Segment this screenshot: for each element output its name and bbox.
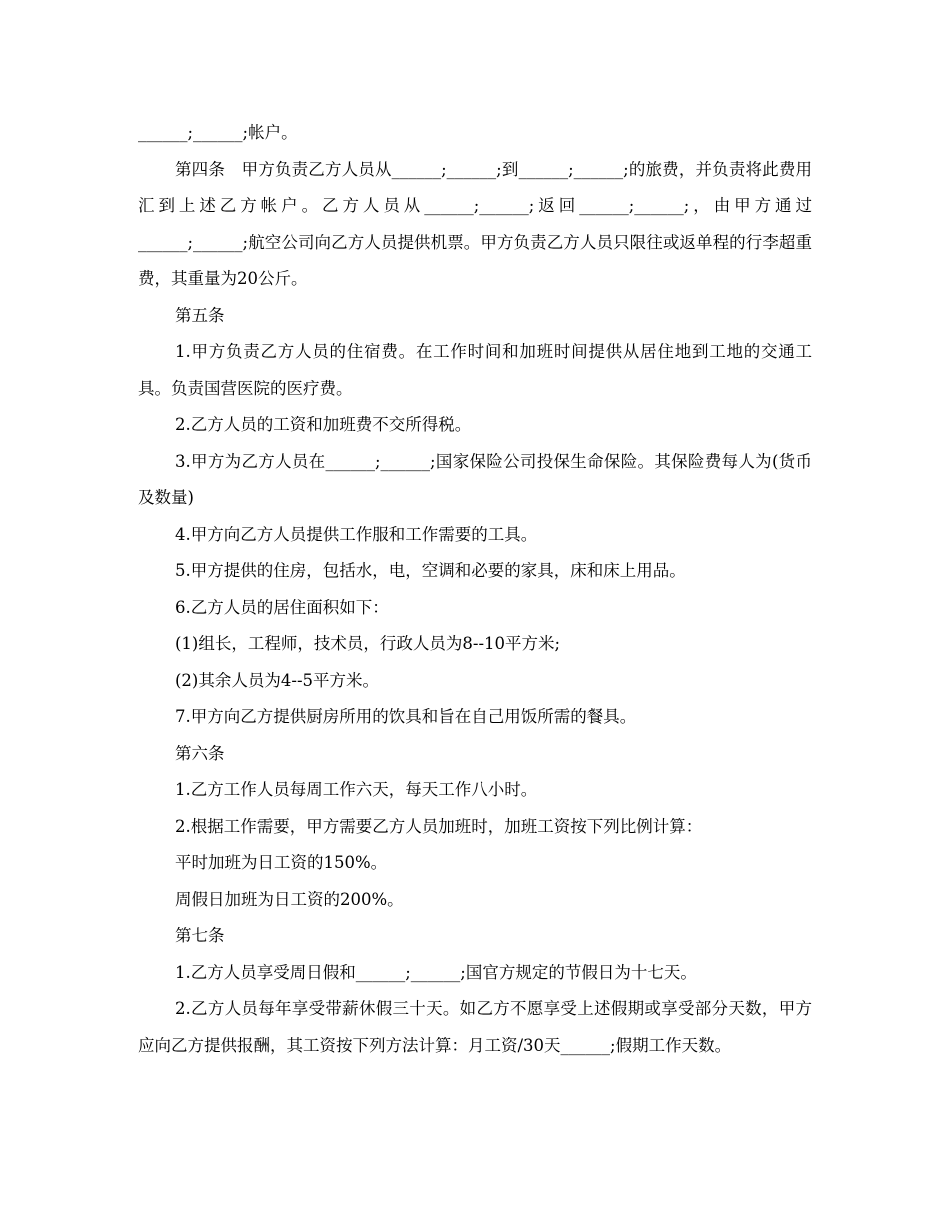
- paragraph-6-2-b: 周假日加班为日工资的200%。: [175, 889, 404, 909]
- paragraph-5-7: 7.甲方向乙方提供厨房所用的饮具和旨在自己用饭所需的餐具。: [175, 707, 637, 726]
- paragraph-article-4: 第四条 甲方负责乙方人员从______;______;到______;______;的旅费，并负责将此费用汇到上述乙方帐户。乙方人员从______;______;返回______;______;，由甲方通过______;______;航空公司向乙方人员提供机票。甲方负责乙方人员只限往或返单程的行李超重费，其重量为20公斤。: [138, 159, 812, 288]
- paragraph-6-1: 1.乙方工作人员每周工作六天，每天工作八小时。: [175, 780, 538, 799]
- paragraph-account: ______;______;帐户。: [138, 123, 298, 142]
- heading-article-6: 第六条: [175, 743, 225, 763]
- paragraph-5-3: 3.甲方为乙方人员在______;______;国家保险公司投保生命保险。其保险费每人为(货币及数量): [138, 451, 812, 507]
- paragraph-5-6-1: (1)组长，工程师，技术员，行政人员为8--10平方米;: [175, 634, 561, 653]
- paragraph-5-6: 6.乙方人员的居住面积如下：: [175, 597, 389, 617]
- paragraph-6-2-a: 平时加班为日工资的150%。: [175, 853, 388, 872]
- paragraph-6-2: 2.根据工作需要，甲方需要乙方人员加班时，加班工资按下列比例计算：: [175, 816, 703, 836]
- paragraph-5-2: 2.乙方人员的工资和加班费不交所得税。: [175, 415, 472, 434]
- paragraph-5-5: 5.甲方提供的住房，包括水，电，空调和必要的家具，床和床上用品。: [175, 561, 686, 580]
- paragraph-7-1: 1.乙方人员享受周日假和______;______;国官方规定的节假日为十七天。: [175, 962, 697, 982]
- paragraph-7-2: 2.乙方人员每年享受带薪休假三十天。如乙方不愿享受上述假期或享受部分天数，甲方应向乙方提供报酬，其工资按下列方法计算：月工资/30天______;假期工作天数。: [138, 999, 812, 1055]
- paragraph-5-1: 1.甲方负责乙方人员的住宿费。在工作时间和加班时间提供从居住地到工地的交通工具。负责国营医院的医疗费。: [138, 342, 812, 398]
- heading-article-5: 第五条: [175, 305, 225, 325]
- paragraph-5-6-2: (2)其余人员为4--5平方米。: [175, 670, 380, 690]
- paragraph-5-4: 4.甲方向乙方人员提供工作服和工作需要的工具。: [175, 524, 538, 544]
- heading-article-7: 第七条: [175, 926, 225, 945]
- document-body: [138, 115, 812, 1064]
